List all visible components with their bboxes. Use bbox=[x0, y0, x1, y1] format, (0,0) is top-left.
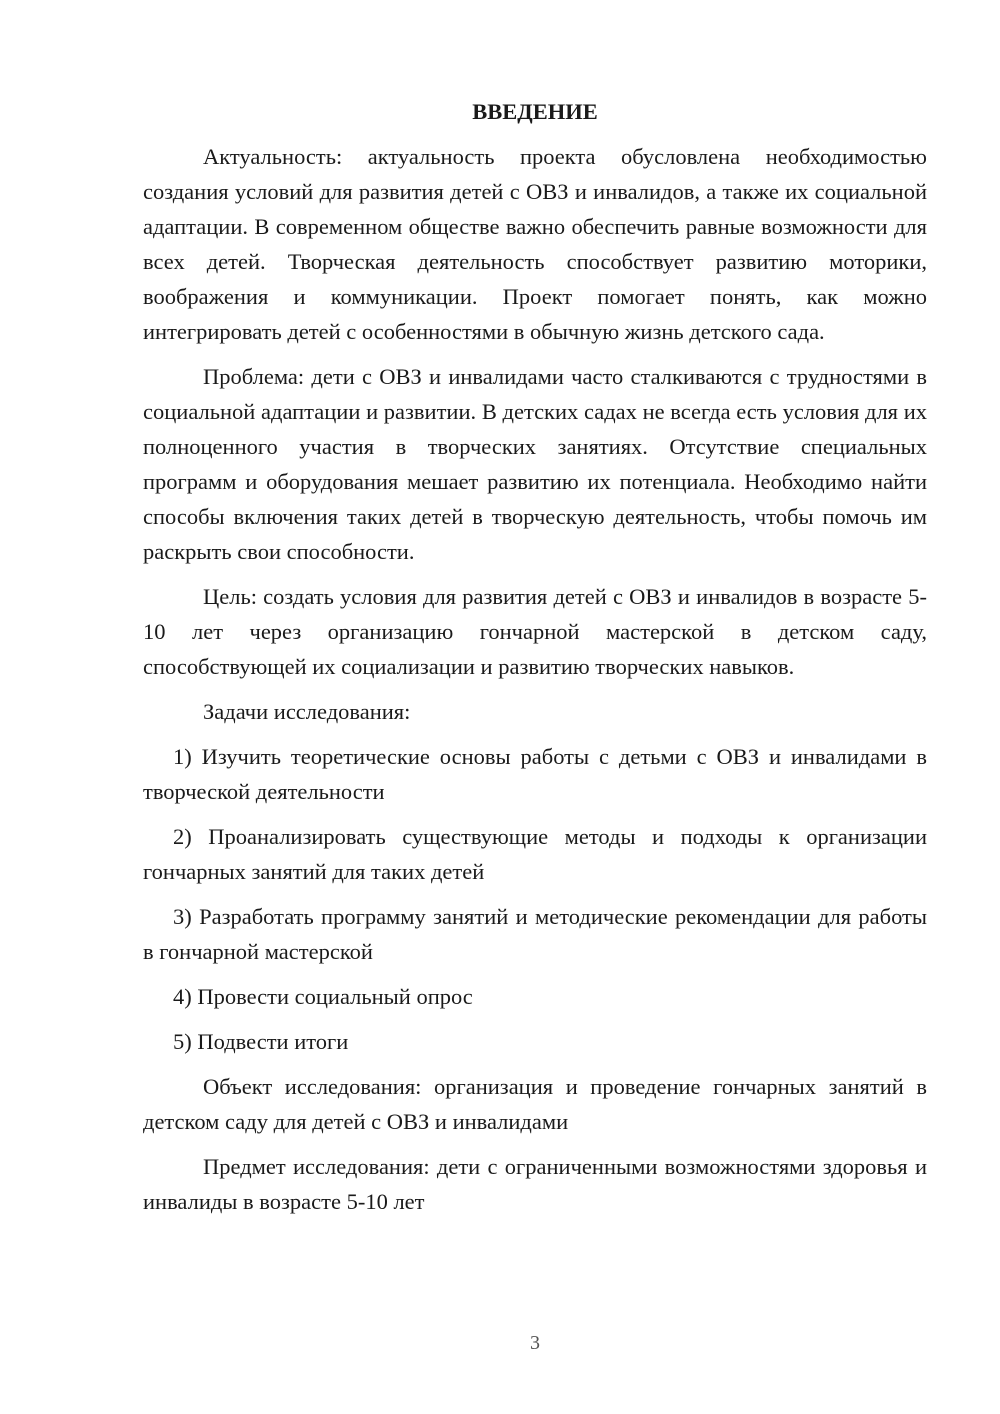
page-number: 3 bbox=[530, 1332, 540, 1354]
task-item-5: 5) Подвести итоги bbox=[173, 1029, 349, 1054]
subject-paragraph: Предмет исследования: дети с ограниченными возможностями здоровья и инвалиды в возрасте 5-10 лет bbox=[143, 1154, 927, 1214]
task-item-1: 1) Изучить теоретические основы работы с детьми с ОВЗ и инвалидами в творческой деятельности bbox=[143, 744, 927, 804]
relevance-paragraph: Актуальность: актуальность проекта обусловлена необходимостью создания условий для развития детей с ОВЗ и инвалидов, а также их социальной адаптации. В современном обществе важно обеспечить равные возможности для всех детей. Творческая деятельность способствует развитию моторики, воображения и коммуникации. Проект помогает понять, как можно интегрировать детей с особенностями в обычную жизнь детского сада. bbox=[143, 144, 927, 344]
goal-paragraph: Цель: создать условия для развития детей с ОВЗ и инвалидов в возрасте 5-10 лет через организацию гончарной мастерской в детском саду, способствующей их социализации и развитию творческих навыков. bbox=[143, 584, 927, 679]
task-item-3: 3) Разработать программу занятий и методические рекомендации для работы в гончарной мастерской bbox=[143, 904, 927, 964]
task-item-4: 4) Провести социальный опрос bbox=[173, 984, 473, 1009]
page-content bbox=[143, 94, 927, 1229]
task-item-2: 2) Проанализировать существующие методы и подходы к организации гончарных занятий для таких детей bbox=[143, 824, 927, 884]
problem-paragraph: Проблема: дети с ОВЗ и инвалидами часто сталкиваются с трудностями в социальной адаптации и развитии. В детских садах не всегда есть условия для их полноценного участия в творческих занятиях. Отсутствие специальных программ и оборудования мешает развитию их потенциала. Необходимо найти способы включения таких детей в творческую деятельность, чтобы помочь им раскрыть свои способности. bbox=[143, 364, 927, 564]
page-title: ВВЕДЕНИЕ bbox=[472, 99, 598, 124]
object-paragraph: Объект исследования: организация и проведение гончарных занятий в детском саду для детей с ОВЗ и инвалидами bbox=[143, 1074, 927, 1134]
tasks-heading: Задачи исследования: bbox=[203, 699, 411, 724]
